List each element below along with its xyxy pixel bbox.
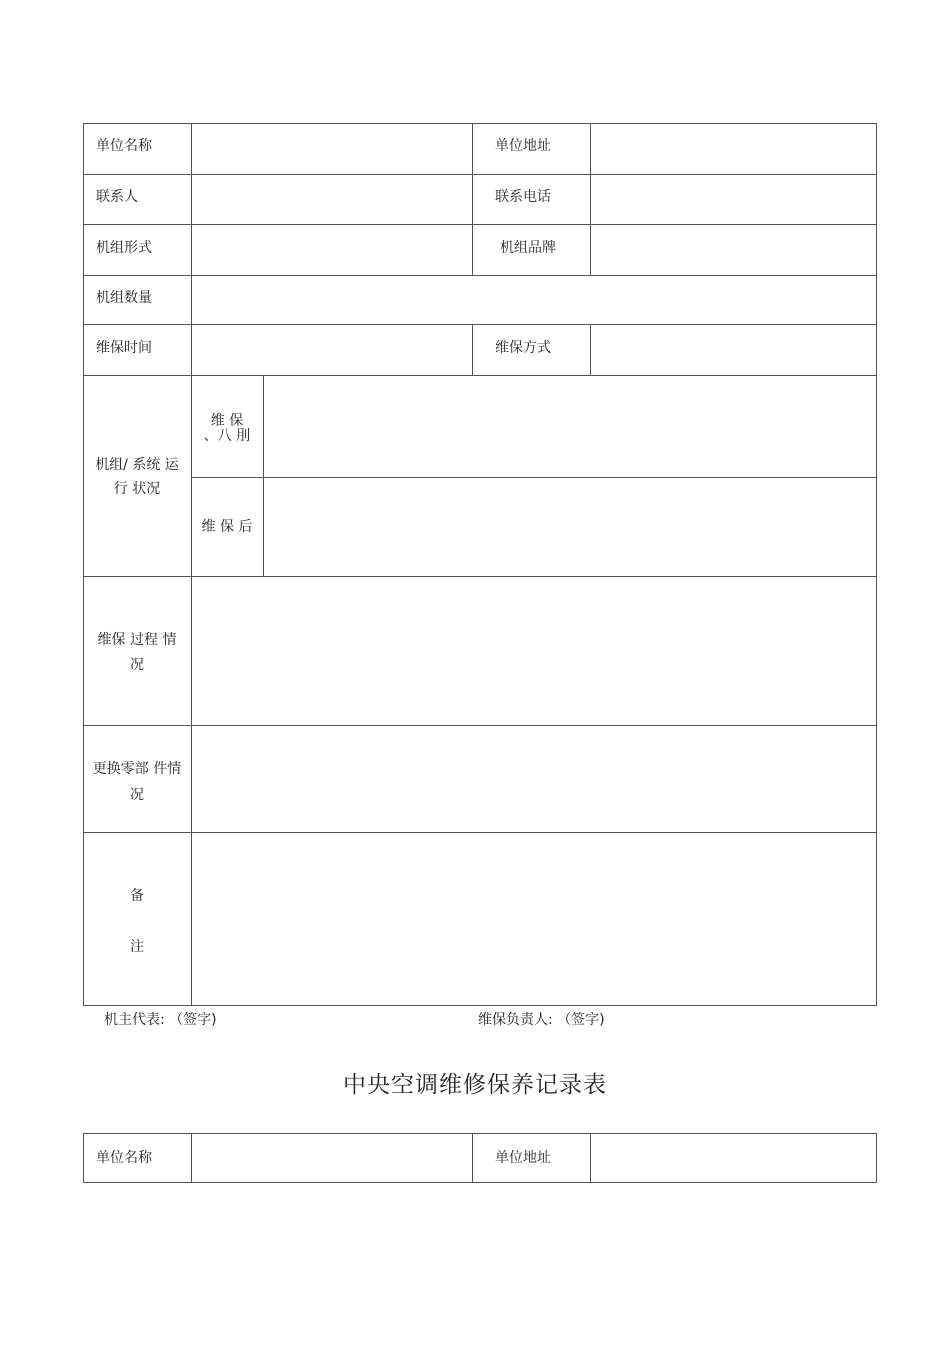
vline: [876, 123, 877, 1006]
unit-name-field[interactable]: [192, 124, 472, 174]
owner-representative-signature: 机主代表: （签字): [104, 1012, 217, 1028]
maint-method-field[interactable]: [591, 325, 876, 375]
vline: [83, 1133, 84, 1183]
vline: [472, 324, 473, 376]
before-maint-label-line2: 、八 刖: [203, 428, 251, 444]
unit-count-label: 机组数量: [96, 290, 152, 306]
parts-label-line1: 更换零部 件情: [92, 761, 182, 777]
hline: [83, 1182, 877, 1183]
form2-unit-address-label: 单位地址: [495, 1150, 551, 1166]
maintenance-lead-signature: 维保负责人: （签字): [478, 1012, 605, 1028]
form2-unit-name-field[interactable]: [192, 1134, 472, 1182]
unit-name-label: 单位名称: [96, 138, 152, 154]
unit-brand-field[interactable]: [591, 225, 876, 275]
unit-address-field[interactable]: [591, 124, 876, 174]
maint-time-label: 维保时间: [96, 340, 152, 356]
form2-unit-address-field[interactable]: [591, 1134, 876, 1182]
run-status-label-line2: 行 状况: [113, 481, 161, 497]
unit-type-label: 机组形式: [96, 240, 152, 256]
run-status-label-line1: 机组/ 系统 运: [95, 457, 179, 473]
before-maint-label-line1: 维 保: [210, 413, 244, 429]
process-field[interactable]: [192, 577, 876, 725]
process-label-line2: 况: [130, 657, 144, 673]
phone-field[interactable]: [591, 175, 876, 224]
unit-address-label: 单位地址: [495, 138, 551, 154]
form-title: 中央空调维修保养记录表: [343, 1072, 607, 1098]
after-maint-label: 维 保 后: [201, 519, 253, 535]
hline: [83, 1005, 877, 1006]
parts-field[interactable]: [192, 726, 876, 832]
unit-count-field[interactable]: [192, 276, 876, 324]
vline: [472, 1133, 473, 1183]
maint-method-label: 维保方式: [495, 340, 551, 356]
after-maint-field[interactable]: [264, 478, 876, 576]
vline: [83, 123, 84, 1006]
form2-unit-name-label: 单位名称: [96, 1150, 152, 1166]
unit-brand-label: 机组品牌: [500, 240, 556, 256]
vline: [876, 1133, 877, 1183]
maint-time-field[interactable]: [192, 325, 472, 375]
contact-label: 联系人: [96, 189, 138, 205]
remarks-label-line2: 注: [130, 939, 144, 955]
vline: [472, 123, 473, 275]
process-label-line1: 维保 过程 情: [97, 632, 177, 648]
remarks-label-line1: 备: [130, 888, 144, 904]
remarks-field[interactable]: [192, 833, 876, 1005]
phone-label: 联系电话: [495, 189, 551, 205]
before-maint-field[interactable]: [264, 376, 876, 477]
unit-type-field[interactable]: [192, 225, 472, 275]
parts-label-line2: 况: [130, 787, 144, 803]
contact-field[interactable]: [192, 175, 472, 224]
